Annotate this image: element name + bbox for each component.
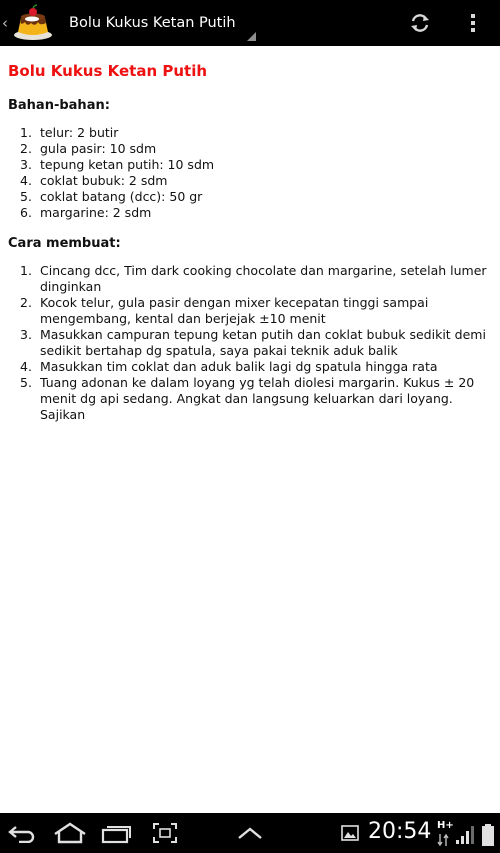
list-item [8,173,492,189]
list-item [8,295,492,327]
system-bar [0,813,500,853]
list-number: 2. [20,295,32,310]
title-dropdown-indicator [247,32,256,41]
more-vertical-icon [469,12,477,34]
chevron-left-icon: ‹ [2,14,8,32]
home-icon [52,822,88,844]
list-item [8,375,492,423]
list-number: 3. [20,157,32,172]
refresh-icon [409,12,431,34]
recent-apps-button[interactable] [96,813,136,853]
chevron-up-icon [237,825,263,841]
list-number: 1. [20,263,32,278]
step-text: Kocok telur, gula pasir dengan mixer kecepatan tinggi sampai mengembang, kental dan berjejak ±10 menit [40,295,429,326]
recipe-title: Bolu Kukus Ketan Putih [8,62,208,80]
show-more-button[interactable] [230,813,270,853]
list-number: 3. [20,327,32,342]
list-number: 4. [20,359,32,374]
step-text: Masukkan campuran tepung ketan putih dan coklat bubuk sedikit demi sedikit bertahap dg spatula, saya pakai teknik aduk balik [40,327,486,358]
list-item [8,141,492,157]
app-title: Bolu Kukus Ketan Putih [69,15,236,31]
ingredient-text: coklat bubuk: 2 sdm [40,173,168,188]
steps-heading: Cara membuat: [8,236,121,251]
overflow-menu-button[interactable] [450,0,496,46]
gallery-notification-icon [341,825,359,841]
steps-list [8,263,492,423]
list-item [8,327,492,359]
list-item [8,263,492,295]
step-text: Masukkan tim coklat dan aduk balik lagi dg spatula hingga rata [40,359,438,374]
ingredients-heading: Bahan-bahan: [8,98,110,113]
list-number: 6. [20,205,32,220]
home-button[interactable] [45,813,95,853]
clock: 20:54 [368,819,432,844]
list-number: 5. [20,375,32,390]
screenshot-icon [151,822,179,844]
list-number: 5. [20,189,32,204]
list-item [8,205,492,221]
pudding-dessert-icon [12,2,54,44]
list-item [8,189,492,205]
ingredient-text: telur: 2 butir [40,125,119,140]
list-item [8,125,492,141]
recipe-content [0,46,500,813]
ingredient-text: gula pasir: 10 sdm [40,141,157,156]
ingredient-text: tepung ketan putih: 10 sdm [40,157,215,172]
list-number: 1. [20,125,32,140]
signal-icon [455,825,475,845]
list-item [8,359,492,375]
battery-icon [481,823,495,847]
step-text: Tuang adonan ke dalam loyang yg telah diolesi margarin. Kukus ± 20 menit dg api sedang. Angkat dan langsung keluarkan dari loyang. Sajikan [40,375,475,422]
screenshot-button[interactable] [145,813,185,853]
back-button[interactable] [0,813,44,853]
list-item [8,157,492,173]
refresh-button[interactable] [397,0,443,46]
ingredient-text: coklat batang (dcc): 50 gr [40,189,203,204]
recent-apps-icon [100,822,132,844]
data-activity-icon [437,833,449,847]
ingredient-text: margarine: 2 sdm [40,205,152,220]
action-bar [0,0,500,46]
network-type-label: H+ [437,820,454,831]
list-number: 2. [20,141,32,156]
back-icon [7,823,37,843]
list-number: 4. [20,173,32,188]
home-up-button[interactable] [0,0,236,46]
ingredients-list [8,125,492,221]
step-text: Cincang dcc, Tim dark cooking chocolate dan margarine, setelah lumer dinginkan [40,263,487,294]
